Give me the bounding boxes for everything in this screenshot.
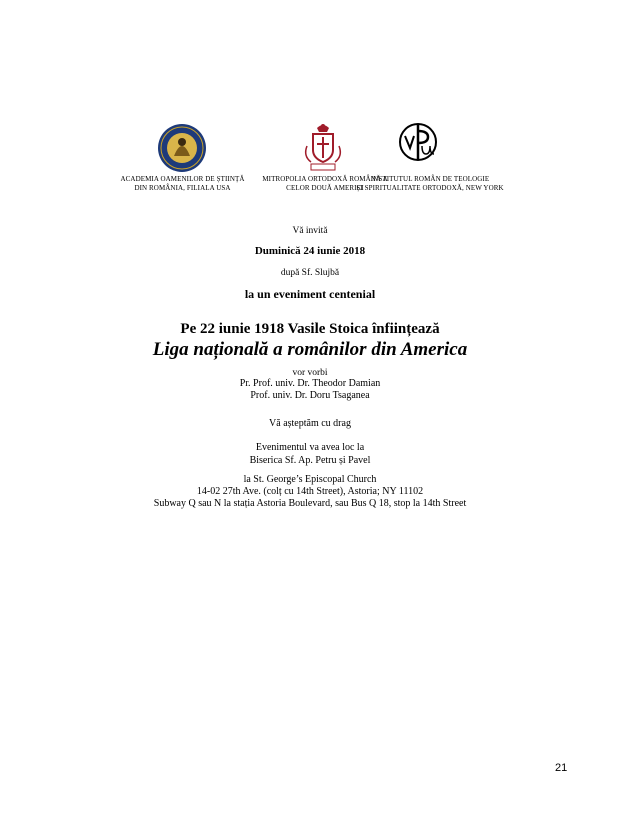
event-subtitle: Liga națională a românilor din America [152, 339, 468, 360]
page-number: 21 [555, 762, 568, 774]
welcome-line: Vă așteptăm cu drag [269, 418, 351, 429]
event-date: Duminică 24 iunie 2018 [254, 245, 366, 257]
speaker-2: Prof. univ. Dr. Doru Tsaganea [250, 390, 370, 401]
institute-caption: INSTITUTUL ROMÂN DE TEOLOGIE ȘI SPIRITUALITATE ORTODOXĂ, NEW YORK [356, 175, 504, 192]
academy-seal-icon [152, 122, 212, 174]
chi-rho-monogram-icon [398, 122, 458, 174]
event-title: Pe 22 iunie 1918 Vasile Stoica înființează [180, 321, 440, 337]
location-intro: Evenimentul va avea loc la [255, 442, 365, 453]
invite-line: Vă invită [292, 226, 328, 236]
speakers-intro: vor vorbi [292, 368, 328, 378]
metropolis-caption: MITROPOLIA ORTODOXĂ ROMÂNĂ A CELOR DOUĂ AMERICI [262, 175, 388, 192]
venue-address: 14-02 27th Ave. (colț cu 14th Street), Astoria; NY 11102 [196, 486, 424, 497]
speaker-1: Pr. Prof. univ. Dr. Theodor Damian [239, 378, 381, 389]
event-type: la un eveniment centenial [244, 287, 376, 301]
after-service: după Sf. Slujbă [280, 268, 340, 278]
metropolis-coat-of-arms-icon [293, 122, 353, 174]
church-name: Biserica Sf. Ap. Petru și Pavel [249, 455, 371, 466]
directions: Subway Q sau N la stația Astoria Boulevard, sau Bus Q 18, stop la 14th Street [153, 498, 467, 509]
venue-name: la St. George’s Episcopal Church [243, 474, 377, 485]
academy-caption: ACADEMIA OAMENILOR DE ȘTIINȚĂ DIN ROMÂNIA, FILIALA USA [120, 175, 245, 192]
